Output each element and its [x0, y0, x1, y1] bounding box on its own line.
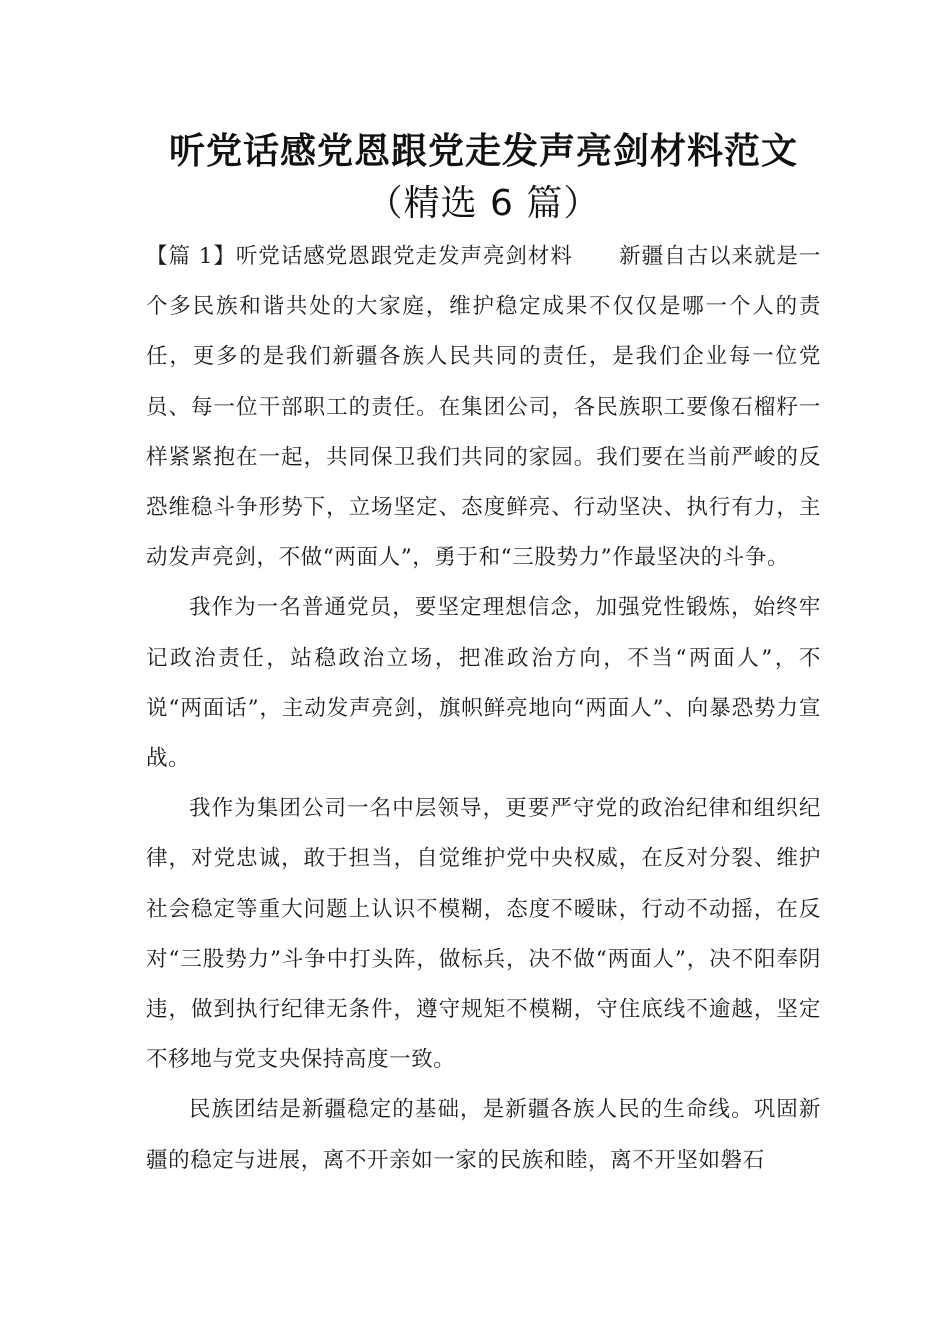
document-title: 听党话感党恩跟党走发声亮剑材料范文	[168, 131, 798, 172]
document-subtitle: （精选 6 篇）	[366, 183, 601, 224]
section-label: 【篇 1】听党话感党恩跟党走发声亮剑材料	[146, 244, 573, 269]
paragraph-1-text: 新疆自古以来就是一个多民族和谐共处的大家庭，维护稳定成果不仅仅是哪一个人的责任，更多的是我们新疆各族人民共同的责任，是我们企业每一位党员、每一位干部职工的责任。在集团公司，各民族职工要像石榴籽一样紧紧抱在一起，共同保卫我们共同的家园。我们要在当前严峻的反恐维稳斗争形势下，立场坚定、态度鲜亮、行动坚决、执行有力，主动发声亮剑，不做“两面人”，勇于和“三股势力”作最坚决的斗争。	[146, 244, 821, 571]
paragraph-1	[146, 232, 821, 583]
document-body	[146, 232, 821, 1186]
paragraph-4: 民族团结是新疆稳定的基础，是新疆各族人民的生命线。巩固新疆的稳定与进展，离不开亲如一家的民族和睦，离不开坚如磐石	[146, 1097, 821, 1173]
paragraph-2: 我作为一名普通党员，要坚定理想信念，加强党性锻炼，始终牢记政治责任，站稳政治立场，把准政治方向，不当“两面人”，不说“两面话”，主动发声亮剑，旗帜鲜亮地向“两面人”、向暴恐势力宣战。	[146, 595, 821, 772]
paragraph-3: 我作为集团公司一名中层领导，更要严守党的政治纪律和组织纪律，对党忠诚，敢于担当，自觉维护党中央权威，在反对分裂、维护社会稳定等重大问题上认识不模糊，态度不暧昧，行动不动摇，在反对“三股势力”斗争中打头阵，做标兵，决不做“两面人”，决不阳奉阴违，做到执行纪律无条件，遵守规矩不模糊，守住底线不逾越，坚定不移地与党支央保持高度一致。	[146, 796, 821, 1073]
